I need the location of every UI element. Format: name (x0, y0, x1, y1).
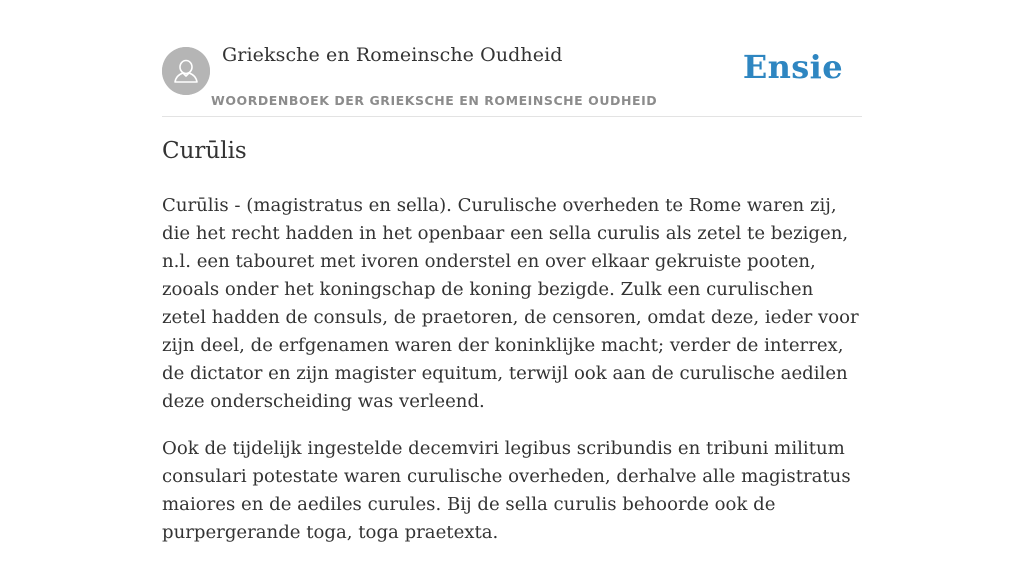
brand-logo[interactable]: Ensie (742, 48, 843, 86)
user-icon[interactable] (162, 47, 210, 95)
entry-body (162, 192, 862, 566)
entry-title: Curūlis (162, 138, 247, 164)
source-title[interactable]: Grieksche en Romeinsche Oudheid (222, 44, 563, 66)
content-container (162, 0, 862, 543)
source-subtitle[interactable]: WOORDENBOEK DER GRIEKSCHE EN ROMEINSCHE OUDHEID (211, 93, 658, 108)
source-header (162, 0, 862, 117)
entry-paragraph: Ook de tijdelijk ingestelde decemviri legibus scribundis en tribuni militum consulari potestate waren curulische overheden, derhalve alle magistratus maiores en de aediles curules. Bij de sella curulis behoorde ook de purpergerande toga, toga praetexta. (162, 438, 851, 543)
entry-paragraph: Curūlis - (magistratus en sella). Curulische overheden te Rome waren zij, die het recht hadden in het openbaar een sella curulis als zetel te bezigen, n.l. een tabouret met ivoren onderstel en over elkaar gekruiste pooten, zooals onder het koningschap de koning bezigde. Zulk een curulischen zetel hadden de consuls, de praetoren, de censoren, omdat deze, ieder voor zijn deel, de erfgenamen waren der koninklijke macht; verder de interrex, de dictator en zijn magister equitum, terwijl ook aan de curulische aedilen deze onderscheiding was verleend. (162, 195, 859, 412)
